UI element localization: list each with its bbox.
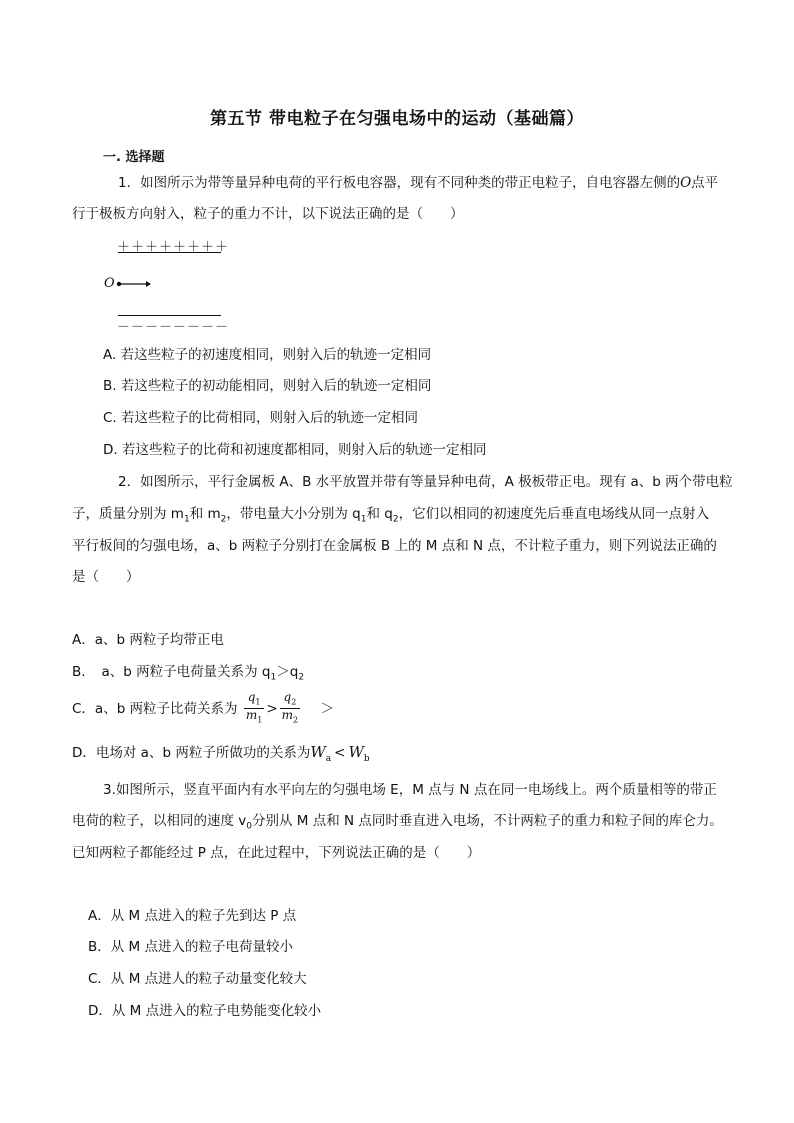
sub-1: 1 [257,715,263,725]
fraction-q2-m2 [280,691,300,727]
q1-option-d: D. 若这些粒子的比荷和初速度都相同，则射入后的轨迹一定相同 [103,442,487,458]
q3-option-c: C．从 M 点进人的粒子动量变化较大 [88,971,307,987]
w-symbol: W [348,743,364,761]
q-symbol: q [247,690,256,704]
m-symbol: m [245,708,258,723]
sub-1: 1 [183,514,190,525]
sub-2: 2 [291,697,297,707]
page-title: 第五节 带电粒子在匀强电场中的运动（基础篇） [210,109,584,129]
sub-1: 1 [270,672,277,683]
q3-stem-line3: 已知两粒子都能经过 P 点，在此过程中，下列说法正确的是（ ） [72,845,481,861]
q1-stem-line2: 行于极板方向射入，粒子的重力不计，以下说法正确的是（ ） [72,206,464,222]
m-symbol: m [281,708,294,723]
capacitor-figure [100,236,230,335]
w-symbol: W [310,743,326,761]
q1-text: 1．如图所示为带等量异种电荷的平行板电容器，现有不同种类的带正电粒子，自电容器左侧的 [118,175,681,191]
sub-2: 2 [293,715,299,725]
q3-text-a: 电荷的粒子，以相同的速度 v [72,813,247,829]
top-plate [118,252,221,253]
sub-1: 1 [360,514,367,525]
sub-2: 2 [298,672,305,683]
q2-text-d: 和 q [366,506,393,522]
q2-option-c-tail: ＞ [320,700,334,717]
q3-stem-line2 [72,811,723,837]
top-plate-charges: ＋＋＋＋＋＋＋＋ [117,240,230,255]
q3-stem-line1: 3.如图所示，竖直平面内有水平向左的匀强电场 E，M 点与 N 点在同一电场线上。两个质量相等的带正 [103,782,717,798]
w-b [348,743,370,764]
bottom-plate-charges: －－－－－－－－ [117,320,230,335]
less-than: < [334,745,346,761]
q2-stem-line2 [72,504,709,530]
q2-option-d-text: D．电场对 a、b 两粒子所做功的关系为 [72,745,311,761]
q3-text-b: 分别从 M 点和 N 点同时垂直进入电场，不计两粒子的重力和粒子间的库仑力。 [252,813,723,829]
q1-text-tail: 点平 [691,175,719,191]
q1-option-c: C. 若这些粒子的比荷相同，则射入后的轨迹一定相同 [103,410,419,426]
q2-option-c [72,691,334,727]
q2-text-a: 子，质量分别为 m [72,506,184,522]
q2-option-b [72,662,304,688]
velocity-arrow-icon [116,278,152,290]
sub-0: 0 [246,821,253,832]
q3-option-a: A．从 M 点进入的粒子先到达 P 点 [88,908,297,924]
q3-option-d: D．从 M 点进入的粒子电势能变化较小 [88,1003,322,1019]
sub-2: 2 [220,514,227,525]
q2-stem-line4: 是（ ） [72,569,140,585]
section-heading: 一. 选择题 [103,150,165,165]
sub-2: 2 [392,514,399,525]
q2-option-b-rel: ＞q [276,664,299,680]
q1-option-a: A. 若这些粒子的初速度相同，则射入后的轨迹一定相同 [103,347,432,363]
sub-a: a [325,754,332,764]
sub-1: 1 [255,697,261,707]
q2-text-c: ，带电量大小分别为 q [226,506,361,522]
q3-option-b: B．从 M 点进入的粒子电荷量较小 [88,939,293,955]
greater-than: > [266,700,278,717]
q1-point-o: O [680,175,692,191]
q2-text-e: ，它们以相同的初速度先后垂直电场线从同一点射入 [398,506,710,522]
point-o-label: O [104,276,115,291]
q-symbol: q [283,690,292,704]
q1-stem-line1 [118,173,718,193]
q2-option-d [72,742,370,769]
q2-option-b-text: B． a、b 两粒子电荷量关系为 q [72,664,271,680]
q2-stem-line1: 2．如图所示，平行金属板 A、B 水平放置并带有等量异种电荷，A 极板带正电。现有 a、b 两个带电粒 [118,474,733,490]
w-a [310,743,332,764]
fraction-q1-m1 [244,691,264,727]
q2-option-a: A．a、b 两粒子均带正电 [72,632,224,648]
q1-option-b: B. 若这些粒子的初动能相同，则射入后的轨迹一定相同 [103,378,432,394]
q2-text-b: 和 m [189,506,221,522]
sub-b: b [363,754,370,764]
q2-option-c-text: C．a、b 两粒子比荷关系为 [72,700,238,717]
q2-stem-line3: 平行板间的匀强电场，a、b 两粒子分别打在金属板 B 上的 M 点和 N 点，不计粒子重力，则下列说法正确的 [72,538,717,554]
